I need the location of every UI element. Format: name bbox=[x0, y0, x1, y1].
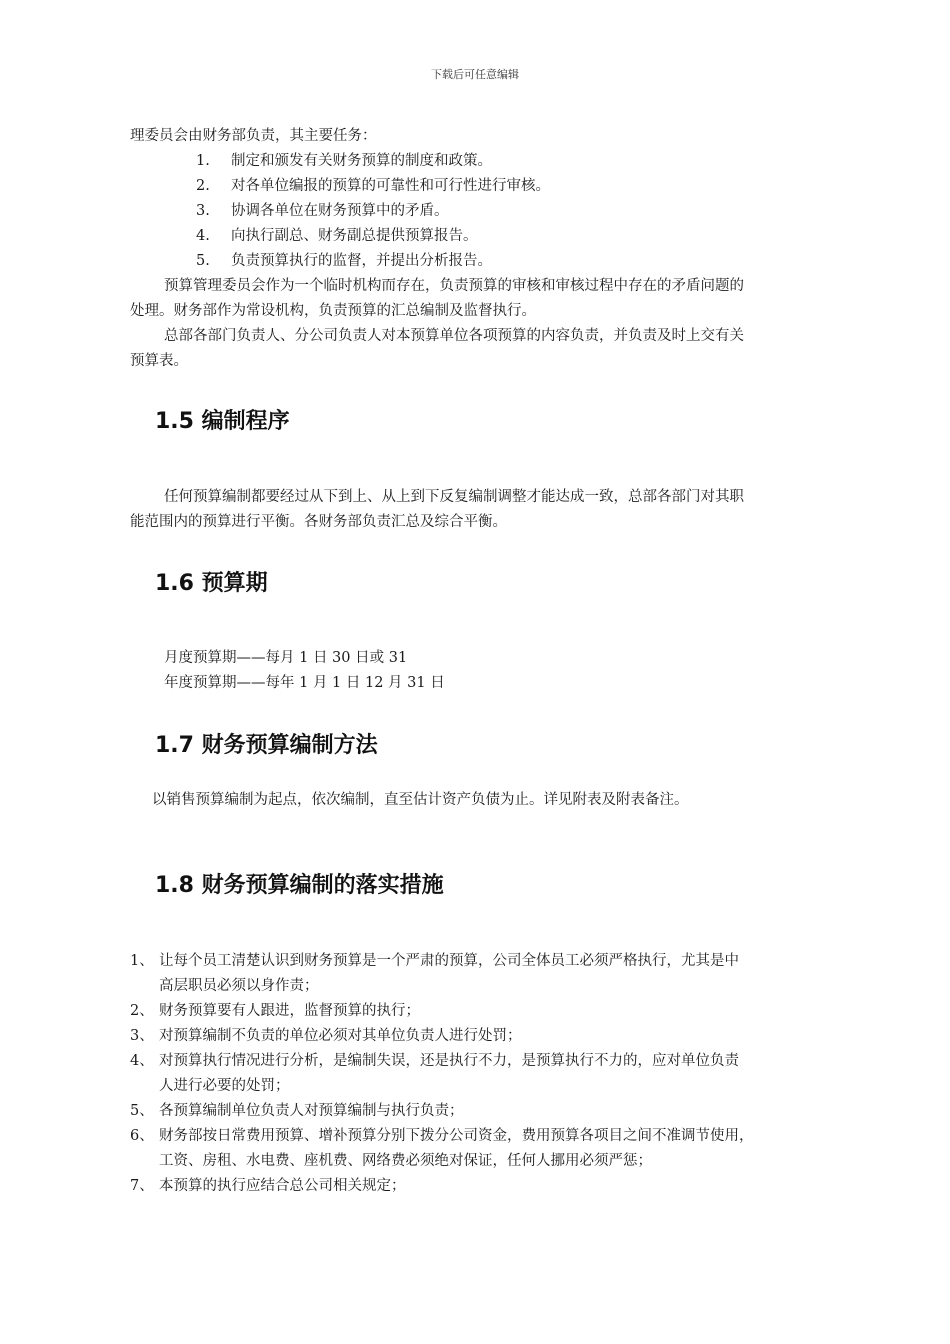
list-continuation: 工资、房租、水电费、座机费、网络费必须绝对保证，任何人挪用必须严惩； bbox=[159, 1153, 652, 1169]
task-item bbox=[196, 149, 492, 174]
task-item bbox=[196, 174, 550, 199]
task-number: 2. bbox=[196, 178, 210, 194]
task-number: 5. bbox=[196, 253, 210, 269]
list-number: 6、 bbox=[130, 1128, 154, 1144]
task-number: 1. bbox=[196, 153, 210, 169]
task-text: 制定和颁发有关财务预算的制度和政策。 bbox=[231, 153, 492, 169]
list-number: 5、 bbox=[130, 1103, 154, 1119]
list-text: 对预算编制不负责的单位必须对其单位负责人进行处罚； bbox=[159, 1028, 522, 1044]
list-item bbox=[130, 1099, 464, 1124]
task-text: 负责预算执行的监督，并提出分析报告。 bbox=[231, 253, 492, 269]
list-number: 3、 bbox=[130, 1028, 154, 1044]
paragraph-line: 年度预算期——每年 1 月 1 日 12 月 31 日 bbox=[164, 675, 445, 691]
list-text: 财务预算要有人跟进，监督预算的执行； bbox=[159, 1003, 420, 1019]
list-item bbox=[130, 1049, 739, 1074]
task-item bbox=[196, 224, 478, 249]
task-number: 3. bbox=[196, 203, 210, 219]
list-item bbox=[130, 1174, 406, 1199]
list-number: 7、 bbox=[130, 1178, 154, 1194]
list-text: 对预算执行情况进行分析，是编制失误，还是执行不力，是预算执行不力的，应对单位负责 bbox=[159, 1053, 739, 1069]
list-text: 让每个员工清楚认识到财务预算是一个严肃的预算，公司全体员工必须严格执行，尤其是中 bbox=[159, 953, 739, 969]
list-text: 本预算的执行应结合总公司相关规定； bbox=[159, 1178, 406, 1194]
section-heading: 1.8 财务预算编制的落实措施 bbox=[155, 873, 444, 898]
paragraph-line: 月度预算期——每月 1 日 30 日或 31 bbox=[164, 650, 408, 666]
section-heading: 1.6 预算期 bbox=[155, 571, 268, 596]
task-text: 对各单位编报的预算的可靠性和可行性进行审核。 bbox=[231, 178, 550, 194]
list-item bbox=[130, 999, 420, 1024]
list-number: 4、 bbox=[130, 1053, 154, 1069]
task-text: 协调各单位在财务预算中的矛盾。 bbox=[231, 203, 449, 219]
paragraph-line: 能范围内的预算进行平衡。各财务部负责汇总及综合平衡。 bbox=[130, 514, 507, 530]
page-header: 下载后可任意编辑 bbox=[431, 68, 519, 81]
task-item bbox=[196, 249, 492, 274]
list-item bbox=[130, 1024, 522, 1049]
list-number: 1、 bbox=[130, 953, 154, 969]
task-text: 向执行副总、财务副总提供预算报告。 bbox=[231, 228, 478, 244]
paragraph-line: 处理。财务部作为常设机构，负责预算的汇总编制及监督执行。 bbox=[130, 303, 536, 319]
paragraph-line: 总部各部门负责人、分公司负责人对本预算单位各项预算的内容负责，并负责及时上交有关 bbox=[164, 328, 744, 344]
section-heading: 1.5 编制程序 bbox=[155, 409, 290, 434]
section-heading: 1.7 财务预算编制方法 bbox=[155, 733, 378, 758]
intro-line: 理委员会由财务部负责，其主要任务： bbox=[130, 128, 377, 144]
list-continuation: 高层职员必须以身作责； bbox=[159, 978, 319, 994]
paragraph-line: 预算表。 bbox=[130, 353, 188, 369]
list-number: 2、 bbox=[130, 1003, 154, 1019]
list-continuation: 人进行必要的处罚； bbox=[159, 1078, 290, 1094]
list-text: 各预算编制单位负责人对预算编制与执行负责； bbox=[159, 1103, 464, 1119]
paragraph-line: 以销售预算编制为起点，依次编制，直至估计资产负债为止。详见附表及附表备注。 bbox=[152, 792, 689, 808]
list-text: 财务部按日常费用预算、增补预算分别下拨分公司资金，费用预算各项目之间不准调节使用， bbox=[159, 1128, 754, 1144]
task-number: 4. bbox=[196, 228, 210, 244]
list-item bbox=[130, 949, 739, 974]
task-item bbox=[196, 199, 449, 224]
list-item bbox=[130, 1124, 754, 1149]
paragraph-line: 任何预算编制都要经过从下到上、从上到下反复编制调整才能达成一致，总部各部门对其职 bbox=[164, 489, 744, 505]
paragraph-line: 预算管理委员会作为一个临时机构而存在，负责预算的审核和审核过程中存在的矛盾问题的 bbox=[164, 278, 744, 294]
